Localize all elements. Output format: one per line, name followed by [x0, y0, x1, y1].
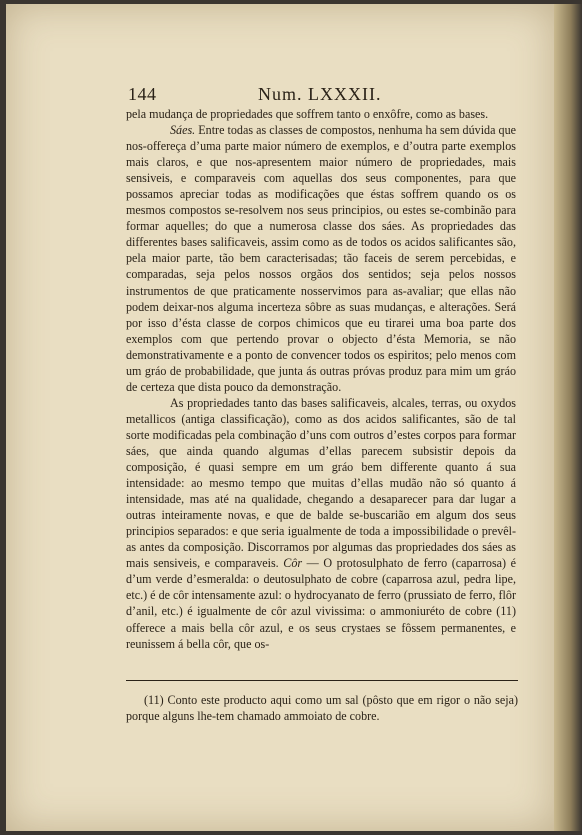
paragraph-heading-saes: Sáes. [170, 123, 196, 138]
footnote-divider [126, 680, 518, 681]
page-number: 144 [128, 84, 157, 104]
paragraph-propriedades-text: As propriedades tanto das bases salificaveis, alcales, terras, ou oxydos metallicos (antiga classificação), como as dos acidos salificantes, são de tal sorte modificadas pela combinação d’uns com outros d’estes corpos para formar sáes, que ainda quando algumas d’ellas parecem subsistir depois da composição, é quasi sempre em um gráo bem differente quanto á sua intensidade: ao mesmo tempo que muitas d’ellas mudão não só quanto á intensidade, mas até na qualidade, chegando a desaparecer para dar lugar a outras inteiramente novas, e que de balde se-buscarião em algum dos seus principios separados: e que seria igualmente de toda a impossibilidade o prevêl-as antes da composição. Discorramos por algumas das propriedades dos sáes as mais sensiveis, e comparaveis. [126, 395, 516, 571]
paragraph-cor-text: — O protosulphato de ferro (caparrosa) é d’um verde d’esmeralda: o deutosulphato de cobre (caparrosa azul, pedra lipe, etc.) é de côr intensamente azul: o hydrocyanato de ferro (prussiato de ferro, flôr d’anil, etc.) é igualmente de côr azul vivissima: o ammoniuréto de cobre (11) offerece a mais bella côr azul, e os seus crystaes se fôssem permanentes, e reunissem á bella côr, que os- [126, 556, 516, 651]
running-head: Num. LXXXII. [258, 84, 382, 104]
paragraph-saes-text: Entre todas as classes de compostos, nenhuma ha sem dúvida que nos-offereça d’uma parte maior número de exemplos, e d’outra parte exemplos mais claros, e que nos-apresentem maior número de propriedades, mais sensiveis, e comparaveis com aquellas dos seus componentes, para que possamos apreciar todas as modificações que éstas soffrem quando os os mesmos compostos se-resolvem nos seus principios, ou estes se-combinão para formar aquelles; do que a numerosa classe dos sáes. As propriedades das differentes bases salificaveis, assim como as de todos os acidos salificantes são, pela maior parte, tão bem caracterisadas; tão faceis de serem percebidas, e comparadas, seja pelos nossos orgãos dos sentidos; seja pelos nossos instrumentos de que praticamente nosservimos para as-avaliar; que ellas não podem deixar-nos alguma incerteza sôbre as suas mudanças, e alterações. Será por isso d’ésta classe de corpos chimicos que eu tirarei uma boa parte dos exemplos com que pertendo provar o objecto d’ésta Memoria, se não demonstrativamente e a ponto de convencer todos os espiritos; pelo menos com um gráo de probabilidade, que junta ás outras próvas produz para mim um gráo de certeza que dista pouco da demonstração. [126, 123, 516, 394]
body-text [126, 106, 516, 652]
paragraph-continuation: pela mudança de propriedades que soffrem tanto o enxôfre, como as bases. [126, 107, 489, 121]
paragraph-heading-cor: Côr [283, 556, 303, 571]
paragraph-propriedades [126, 395, 516, 652]
text-block [126, 78, 516, 652]
page-edge [554, 4, 582, 831]
page-header [126, 78, 516, 106]
footnote: (11) Conto este producto aqui como um sal (pôsto que em rigor o não seja) porque alguns lhe-tem chamado ammoiato de cobre. [126, 693, 518, 723]
paragraph-saes [126, 122, 516, 395]
